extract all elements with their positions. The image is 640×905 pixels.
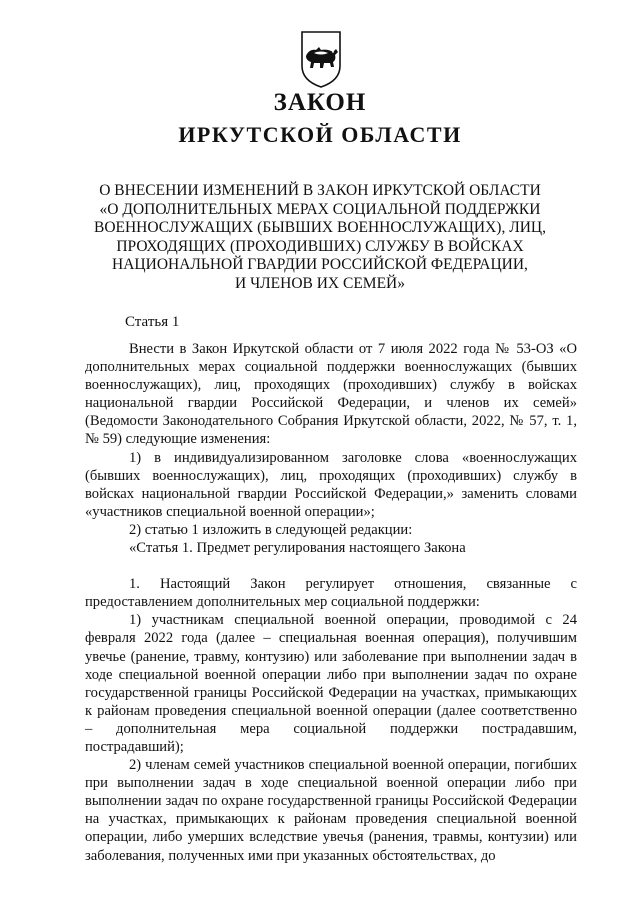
- paragraph: 2) членам семей участников специальной военной операции, погибших при выполнении задач в ходе специальной военной операции либо при выполнении задач по охране государственной границы Российской Федерации на участках, примыкающих к районам проведения специальной военной операции, либо умерших вследствие увечья (ранения, травмы, контузии) или заболевания, полученных ими при указанных обстоятельствах, до: [85, 757, 577, 864]
- paragraph: 1. Настоящий Закон регулирует отношения, связанные с предоставлением дополнительных мер социальной поддержки:: [85, 576, 577, 611]
- paragraph: 1) участникам специальной военной операции, проводимой с 24 февраля 2022 года (далее – специальная военная операция), получившим увечье (ранение, травму, контузию) или заболевание при выполнении задач в ходе специальной военной операции либо при выполнении задач по охране государственной границы Российской Федерации на участках, примыкающих к районам проведения специальной военной операции (далее соответственно – дополнительная мера социальной поддержки пострадавшим, пострадавший);: [85, 612, 577, 755]
- subtitle-line: ПРОХОДЯЩИХ (ПРОХОДИВШИХ) СЛУЖБУ В ВОЙСКАХ: [116, 237, 524, 255]
- paragraph: 1) в индивидуализированном заголовке слова «военнослужащих (бывших военнослужащих), лиц, проходящих (проходивших) службу в войсках национальной гвардии Российской Федерации,» заменить словами «участников специальной военной операции»;: [85, 449, 577, 520]
- region-title: ИРКУТСКОЙ ОБЛАСТИ: [178, 122, 462, 147]
- subtitle-line: И ЧЛЕНОВ ИХ СЕМЕЙ»: [235, 274, 405, 292]
- subtitle-line: О ВНЕСЕНИИ ИЗМЕНЕНИЙ В ЗАКОН ИРКУТСКОЙ ОБЛАСТИ: [99, 182, 541, 199]
- subtitle-line: ВОЕННОСЛУЖАЩИХ (БЫВШИХ ВОЕННОСЛУЖАЩИХ), ЛИЦ,: [93, 219, 546, 236]
- irkutsk-coat-of-arms-icon: [300, 30, 342, 88]
- paragraph: «Статья 1. Предмет регулирования настоящего Закона: [129, 540, 466, 557]
- document-body: [85, 340, 577, 865]
- article-heading: Статья 1: [125, 314, 180, 330]
- law-subtitle: [90, 182, 550, 293]
- law-title: ЗАКОН: [273, 89, 367, 116]
- paragraph: 2) статью 1 изложить в следующей редакции:: [129, 521, 413, 538]
- subtitle-line: НАЦИОНАЛЬНОЙ ГВАРДИИ РОССИЙСКОЙ ФЕДЕРАЦИИ,: [112, 256, 528, 273]
- paragraph: Внести в Закон Иркутской области от 7 июля 2022 года № 53-ОЗ «О дополнительных мерах социальной поддержки военнослужащих (бывших военнослужащих), лиц, проходящих (проходивших) службу в войсках национальной гвардии Российской Федерации, и членов их семей» (Ведомости Законодательного Собрания Иркутской области, 2022, № 57, т. 1, № 59) следующие изменения:: [85, 341, 577, 448]
- subtitle-line: «О ДОПОЛНИТЕЛЬНЫХ МЕРАХ СОЦИАЛЬНОЙ ПОДДЕРЖКИ: [99, 200, 541, 218]
